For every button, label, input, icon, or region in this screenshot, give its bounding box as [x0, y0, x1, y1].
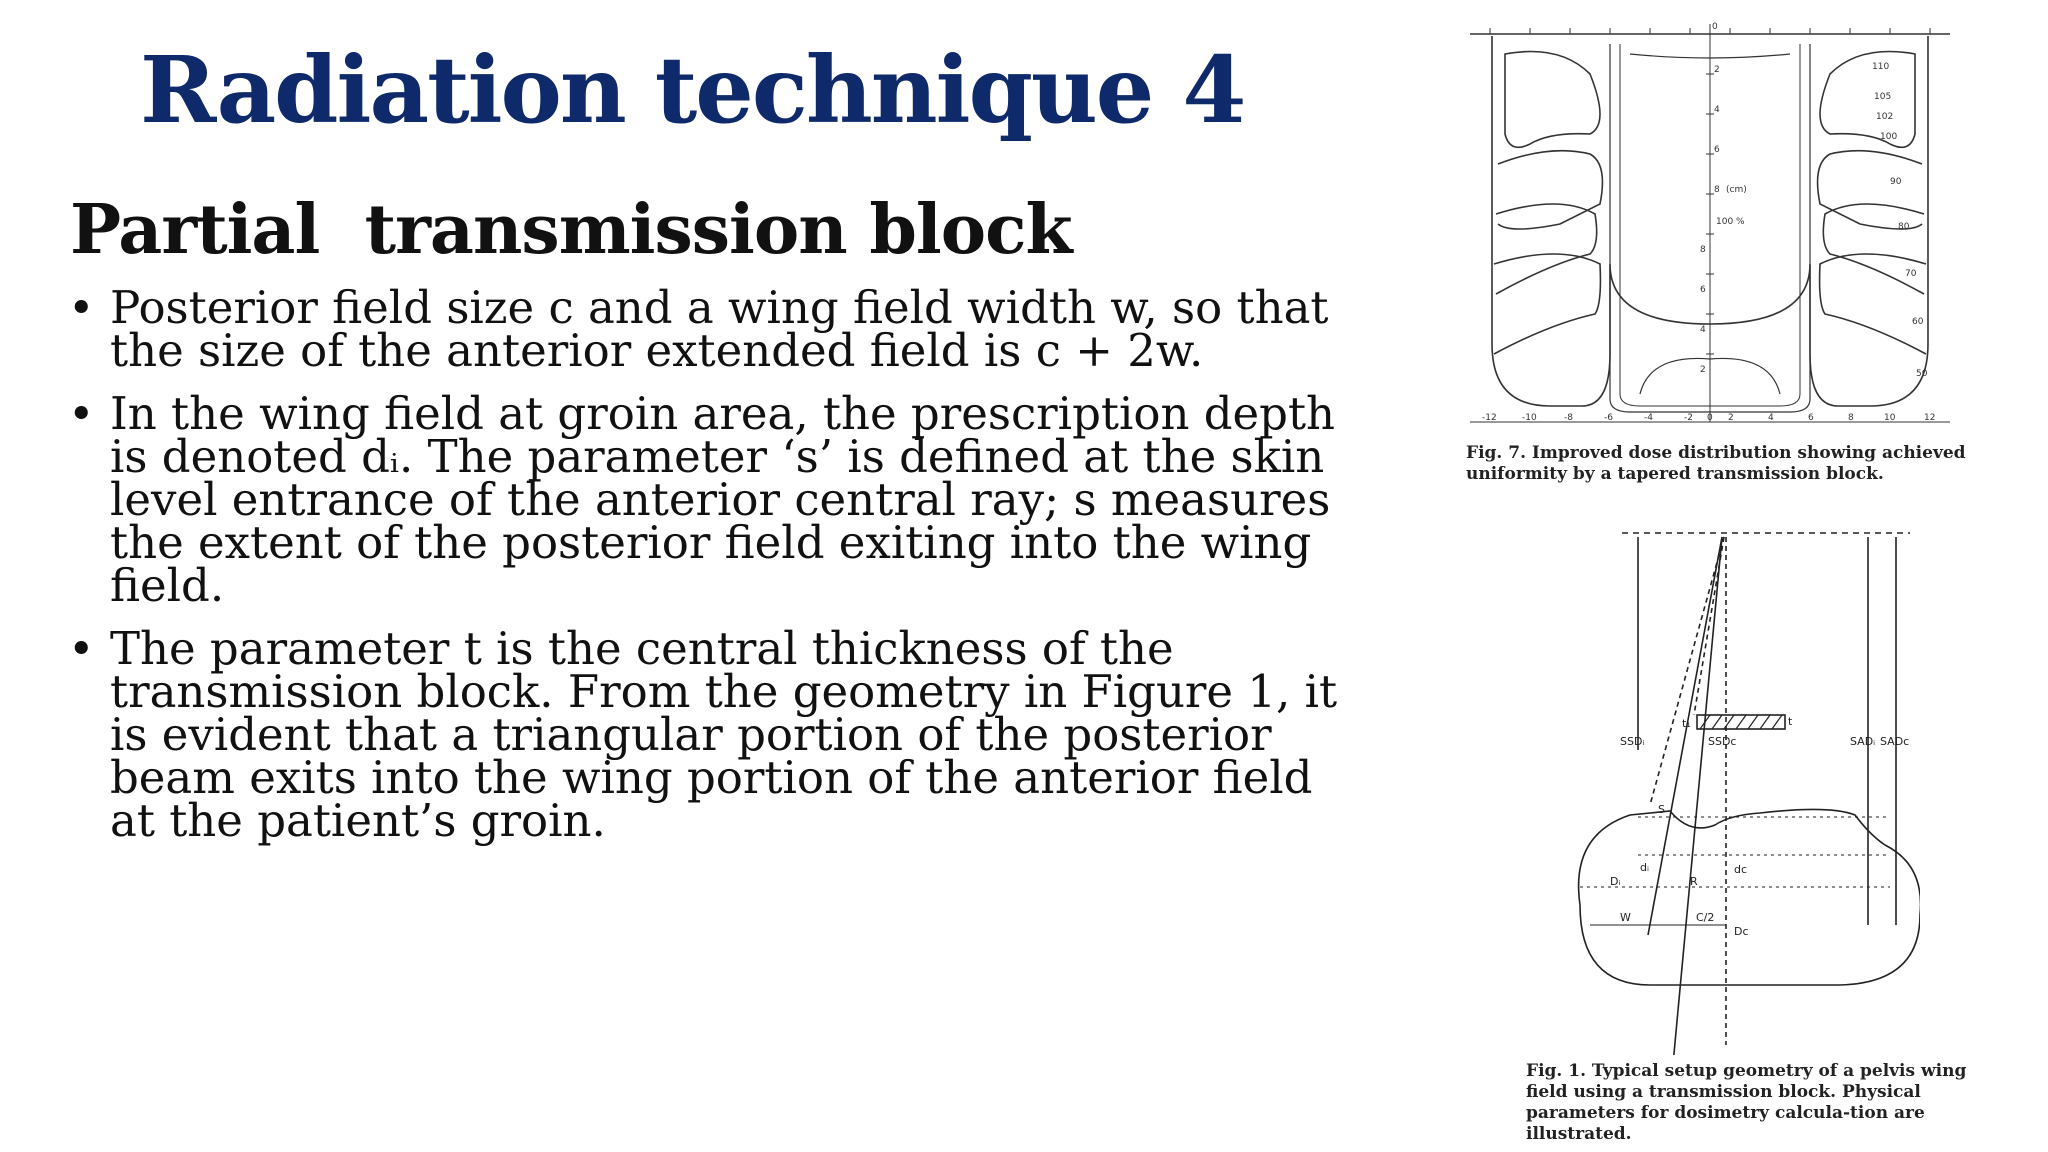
- bullet-text: In the wing field at groin area, the prescription depth is denoted dᵢ. The parameter ‘s’ is defined at the skin level entrance of the anterior central ray; s measures the extent of the posterior field exiting into the wing field.: [110, 387, 1336, 612]
- x-tick-label: 6: [1808, 413, 1814, 423]
- ssd-i-label: SSDᵢ: [1620, 735, 1645, 748]
- setup-geometry-figure: [1540, 515, 1920, 1055]
- x-tick-label: 0: [1707, 413, 1713, 423]
- x-tick-label: 10: [1884, 413, 1896, 423]
- bullet-text: The parameter t is the central thickness of the transmission block. From the geometry in Figure 1, it is evident that a triangular portion of the posterior beam exits into the wing portion of the anterior field at the patient’s groin.: [110, 622, 1338, 847]
- bullet-list: [68, 281, 1338, 862]
- x-tick-label: -8: [1564, 413, 1573, 423]
- isodose-label: 90: [1890, 177, 1902, 187]
- x-tick-label: 2: [1728, 413, 1734, 423]
- y-tick-label: 2: [1700, 365, 1706, 375]
- x-tick-label: 12: [1924, 413, 1936, 423]
- x-tick-label: -2: [1684, 413, 1693, 423]
- D-i-label: Dᵢ: [1610, 875, 1621, 888]
- beam-dashed-line: [1694, 537, 1724, 715]
- x-tick-label: -12: [1482, 413, 1497, 423]
- d-i-label: dᵢ: [1640, 861, 1649, 874]
- isodose-figure: [1450, 14, 1970, 434]
- t-label: t: [1788, 715, 1793, 728]
- figure1-caption: Fig. 1. Typical setup geometry of a pelvis wing field using a transmission block. Physical parameters for dosimetry calcula-tion are illustrated.: [1526, 1061, 1967, 1144]
- bullet-item: [68, 281, 1338, 377]
- isodose-contour-right: [1818, 151, 1922, 229]
- isodose-contour-110: [1820, 52, 1915, 148]
- isodose-label: 50: [1916, 369, 1928, 379]
- R-label: R: [1690, 875, 1698, 888]
- sad-i-label: SADᵢ: [1850, 735, 1876, 748]
- x-tick-label: 8: [1848, 413, 1854, 423]
- x-tick-label: 4: [1768, 413, 1774, 423]
- y-tick-label: 2: [1714, 65, 1720, 75]
- sad-c-label: SADc: [1880, 735, 1910, 748]
- y-tick-label: 8: [1714, 185, 1720, 195]
- isodose-label: 110: [1872, 62, 1890, 72]
- y-tick-label: 4: [1700, 325, 1706, 335]
- y-tick-label: 6: [1714, 145, 1720, 155]
- c-half-label: C/2: [1696, 911, 1715, 924]
- isodose-label: 60: [1912, 317, 1924, 327]
- figure7-caption: Fig. 7. Improved dose distribution showing achieved uniformity by a tapered transmission block.: [1466, 443, 1966, 484]
- y-tick-label: 8: [1700, 245, 1706, 255]
- y-tick-label: 6: [1700, 285, 1706, 295]
- isodose-label: 70: [1905, 269, 1917, 279]
- isodose-label: 100: [1880, 132, 1898, 142]
- y-tick-label: 0: [1712, 22, 1718, 32]
- bullet-text: Posterior field size c and a wing field width w, so that the size of the anterior extended field is c + 2w.: [110, 281, 1329, 377]
- D-c-label: Dc: [1734, 925, 1749, 938]
- beam-edge-line: [1672, 537, 1722, 1055]
- isodose-label: 102: [1876, 112, 1894, 122]
- bullet-marker: •: [68, 622, 95, 675]
- bullet-item: [68, 387, 1338, 612]
- x-tick-label: -4: [1644, 413, 1653, 423]
- w-label: W: [1620, 911, 1631, 924]
- block-hatching: [1700, 715, 1782, 729]
- beam-dashed-line: [1650, 537, 1724, 805]
- slide-subtitle: Partial transmission block: [70, 190, 1072, 270]
- t1-label: t₁: [1682, 717, 1691, 730]
- bullet-marker: •: [68, 387, 95, 440]
- isodose-label: 80: [1898, 222, 1910, 232]
- x-tick-label: -6: [1604, 413, 1613, 423]
- isodose-label: 105: [1874, 92, 1892, 102]
- x-tick-label: -10: [1522, 413, 1537, 423]
- bullet-marker: •: [68, 281, 95, 334]
- axis-unit-label: (cm): [1726, 185, 1747, 195]
- isodose-contour-110: [1505, 52, 1600, 148]
- d-c-label: dc: [1734, 863, 1748, 876]
- bullet-item: [68, 622, 1338, 847]
- isodose-contour-left: [1496, 204, 1597, 294]
- isodose-contour-left: [1498, 151, 1602, 229]
- slide-title: Radiation technique 4: [140, 36, 1245, 144]
- axis-percent-label: 100 %: [1716, 217, 1745, 227]
- isodose-contour-right: [1823, 204, 1924, 294]
- s-label: S: [1658, 803, 1665, 816]
- y-tick-label: 4: [1714, 105, 1720, 115]
- ssd-c-label: SSDc: [1708, 735, 1737, 748]
